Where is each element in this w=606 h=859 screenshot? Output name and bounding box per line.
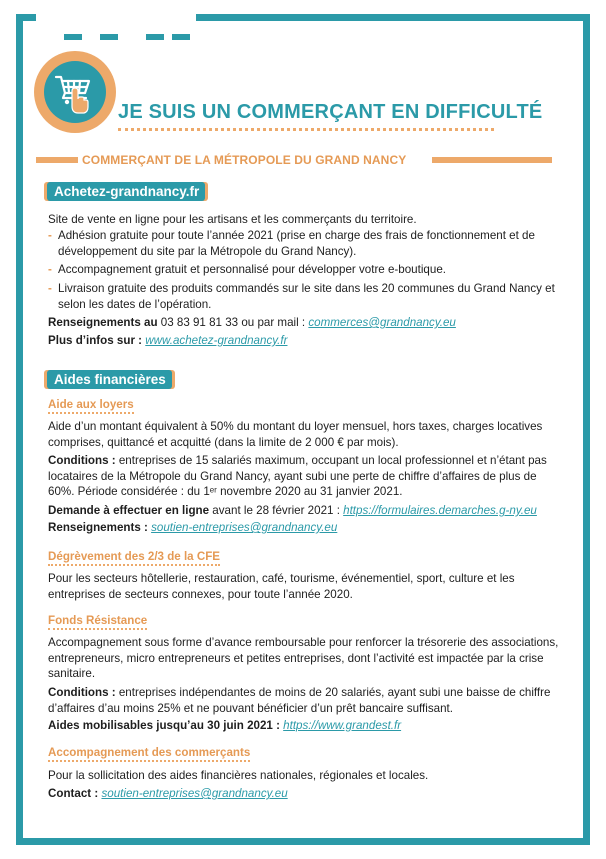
- heading-loyers: Aide aux loyers: [48, 398, 134, 414]
- page-title: JE SUIS UN COMMERÇANT EN DIFFICULTÉ: [118, 101, 543, 123]
- accomp-contact: Contact : soutien-entreprises@grandnancy.eu: [48, 787, 288, 800]
- title-underline: [118, 128, 494, 131]
- loyers-conditions: Conditions : entreprises de 15 salariés maximum, occupant un local professionnel et n’étant pas locataires de la Métropole du Grand Nancy, ayant subi une perte de chiffre d’affaires de plus de 60%. Période considérée : du 1ᵉʳ novembre 2020 au 31 janvier 2021.: [48, 454, 547, 499]
- section1-intro: Site de vente en ligne pour les artisans et les commerçants du territoire.: [48, 213, 417, 226]
- subtitle-bar: [432, 157, 552, 163]
- form-link[interactable]: https://formulaires.demarches.g-ny.eu: [343, 504, 537, 517]
- list-item: - Adhésion gratuite pour toute l’année 2021 (prise en charge des frais de fonctionnement et de développement du site par la Métropole du Grand Nancy).: [48, 229, 535, 258]
- subtitle-bar: [36, 157, 78, 163]
- fonds-conditions: Conditions : entreprises indépendantes de moins de 20 salariés, ayant subi une baisse de chiffre d’affaires d’au moins 25% et ne pouvant bénéficier d’un prêt bancaire suffisant.: [48, 686, 551, 715]
- section-tag-achetez: Achetez-grandnancy.fr: [47, 182, 205, 201]
- email-link[interactable]: commerces@grandnancy.eu: [308, 316, 456, 329]
- loyers-text: Aide d’un montant équivalent à 50% du montant du loyer mensuel, hors taxes, charges locatives comprises, quittancé et acquitté (dans la limite de 2 000 € par mois).: [48, 420, 543, 449]
- fonds-text: Accompagnement sous forme d’avance remboursable pour renforcer la trésorerie des associations, entrepreneurs, micro entrepreneurs et petites entreprises, dont l’activité est impactée par la crise sanitaire.: [48, 636, 559, 681]
- heading-cfe: Dégrèvement des 2/3 de la CFE: [48, 550, 220, 566]
- list-item: - Livraison gratuite des produits commandés sur le site dans les 20 communes du Grand Nancy et selon les dates de l’opération.: [48, 282, 555, 311]
- border-dash: [64, 34, 82, 40]
- border-gap: [36, 12, 196, 24]
- border-dash: [172, 34, 190, 40]
- contact-line: Renseignements au 03 83 91 81 33 ou par mail : commerces@grandnancy.eu: [48, 316, 456, 329]
- website-link[interactable]: https://www.grandest.fr: [283, 719, 402, 732]
- heading-fonds: Fonds Résistance: [48, 614, 147, 630]
- email-link[interactable]: soutien-entreprises@grandnancy.eu: [101, 787, 288, 800]
- fonds-aides: Aides mobilisables jusqu’au 30 juin 2021 : https://www.grandest.fr: [48, 719, 402, 732]
- shopping-cart-hand-icon: [44, 61, 106, 123]
- email-link[interactable]: soutien-entreprises@grandnancy.eu: [151, 521, 338, 534]
- loyers-demande: Demande à effectuer en ligne avant le 28 février 2021 : https://formulaires.demarches.g-ny.eu: [48, 504, 537, 517]
- more-info-line: Plus d’infos sur : www.achetez-grandnancy.fr: [48, 334, 288, 347]
- heading-accompagnement: Accompagnement des commerçants: [48, 746, 250, 762]
- list-item: - Accompagnement gratuit et personnalisé pour développer votre e-boutique.: [48, 263, 446, 276]
- accomp-text: Pour la sollicitation des aides financières nationales, régionales et locales.: [48, 769, 429, 782]
- border-dash: [146, 34, 164, 40]
- loyers-renseignements: Renseignements : soutien-entreprises@grandnancy.eu: [48, 521, 338, 534]
- page-subtitle: COMMERÇANT DE LA MÉTROPOLE DU GRAND NANCY: [82, 153, 407, 167]
- border-dash: [100, 34, 118, 40]
- website-link[interactable]: www.achetez-grandnancy.fr: [145, 334, 288, 347]
- cfe-text: Pour les secteurs hôtellerie, restauration, café, tourisme, événementiel, sport, culture et les entreprises de secteurs connexes, pour toute l’année 2020.: [48, 572, 515, 601]
- section-tag-aides: Aides financières: [47, 370, 172, 389]
